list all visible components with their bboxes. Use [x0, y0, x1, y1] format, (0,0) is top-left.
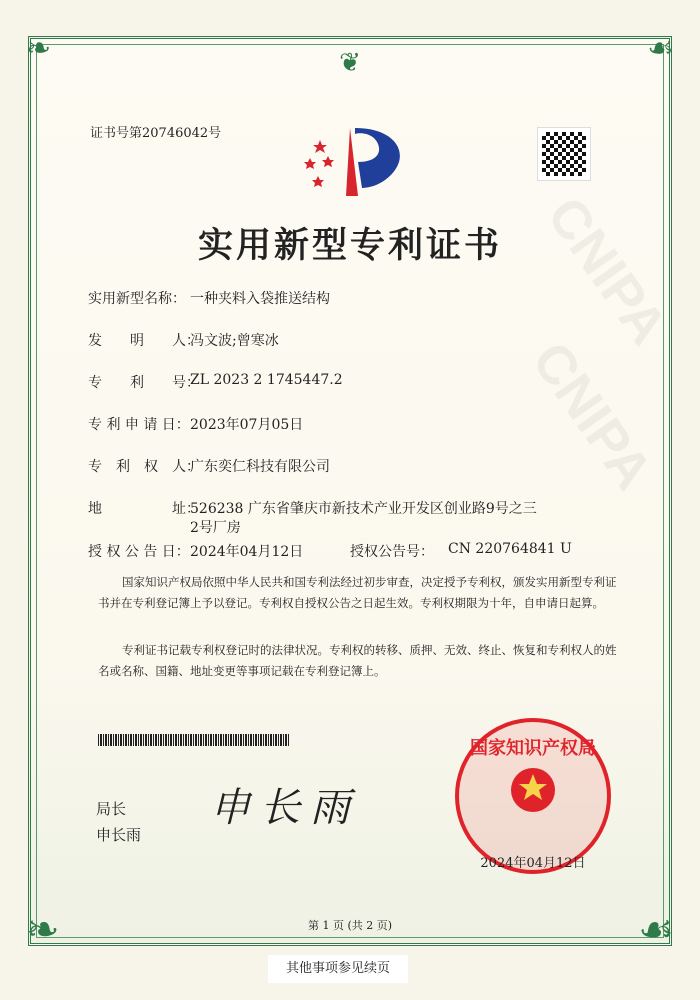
director-title: 局长 — [96, 800, 127, 818]
corner-ornament-icon: ☙ — [638, 907, 674, 953]
field-label: 专 利 权 人： — [88, 459, 200, 475]
field-label: 专 利 号： — [88, 375, 200, 391]
announcement-number: CN 220764841 U — [448, 541, 572, 557]
official-seal — [455, 718, 611, 874]
address-line-2: 2号厂房 — [190, 520, 241, 536]
watermark: CNIPA — [520, 331, 664, 501]
top-ornament-icon: ❦ — [339, 48, 361, 78]
page-info: 第 1 页 (共 2 页) — [307, 919, 393, 932]
corner-ornament-icon: ❧ — [26, 31, 52, 66]
statement-paragraph: 国家知识产权局依照中华人民共和国专利法经过初步审查，决定授予专利权，颁发实用新型专利证书并在专利登记簿上予以登记。专利权自授权公告之日起生效。专利权期限为十年，自申请日起算。 — [98, 575, 617, 610]
qr-code — [538, 128, 590, 180]
field-label: 发 明 人： — [88, 333, 200, 349]
signature: 申长雨 — [210, 785, 360, 830]
seal-text: 国家知识产权局 — [470, 738, 596, 759]
announcement-label: 授权公告号： — [350, 544, 434, 560]
corner-ornament-icon: ❧ — [26, 907, 60, 953]
continued-note: 其他事项参见续页 — [268, 955, 408, 983]
cnipa-logo-icon — [300, 122, 410, 202]
patentee: 广东奕仁科技有限公司 — [190, 459, 330, 475]
watermark: CNIPA — [535, 186, 679, 356]
inventors: 冯文波;曾寒冰 — [190, 333, 279, 349]
field-label: 授 权 公 告 日： — [88, 544, 190, 560]
director-name: 申长雨 — [96, 826, 142, 844]
field-label: 地 址： — [88, 501, 200, 517]
barcode — [98, 734, 290, 746]
address: 526238 广东省肇庆市新技术产业开发区创业路9号之三 — [190, 501, 537, 517]
certificate-number: 证书号第20746042号 — [90, 126, 222, 141]
application-date: 2023年07月05日 — [190, 417, 304, 433]
field-label: 专 利 申 请 日： — [88, 417, 190, 433]
certificate-title: 实用新型专利证书 — [197, 225, 502, 266]
statement-paragraph: 专利证书记载专利权登记时的法律状况。专利权的转移、质押、无效、终止、恢复和专利权人的姓名或名称、国籍、地址变更等事项记载在专利登记簿上。 — [98, 643, 617, 678]
field-label: 实用新型名称： — [88, 291, 186, 307]
utility-model-name: 一种夹料入袋推送结构 — [190, 291, 330, 307]
patent-number: ZL 2023 2 1745447.2 — [190, 372, 343, 388]
corner-ornament-icon: ☙ — [647, 31, 674, 66]
grant-date: 2024年04月12日 — [190, 544, 304, 560]
national-emblem-icon — [509, 766, 557, 814]
seal-date: 2024年04月12日 — [480, 856, 586, 871]
